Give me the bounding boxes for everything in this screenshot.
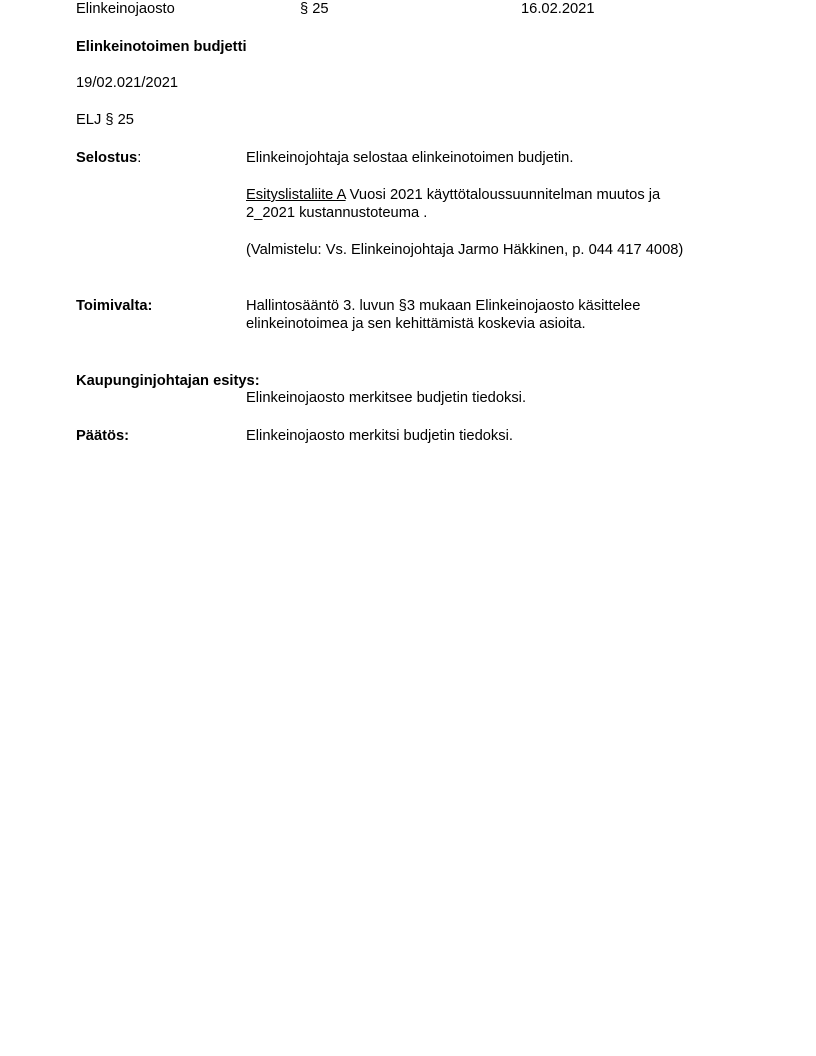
header-committee: Elinkeinojaosto <box>76 1 175 17</box>
esitys-text: Elinkeinojaosto merkitsee budjetin tiedoksi. <box>246 390 527 406</box>
short-reference: ELJ § 25 <box>76 112 134 128</box>
header-section: § 25 <box>300 1 329 17</box>
toimivalta-line1: Hallintosääntö 3. luvun §3 mukaan Elinkeinojaosto käsittelee <box>246 298 641 314</box>
paatos-text: Elinkeinojaosto merkitsi budjetin tiedoksi. <box>246 428 513 444</box>
selostus-label-text: Selostus <box>76 150 138 166</box>
paatos-label: Päätös: <box>76 428 130 444</box>
esitys-label: Kaupunginjohtajan esitys: <box>76 373 260 389</box>
attachment-line <box>246 186 660 204</box>
attachment-description-line2: 2_2021 kustannustoteuma . <box>246 205 428 221</box>
selostus-paragraph: Elinkeinojohtaja selostaa elinkeinotoimen budjetin. <box>246 150 574 166</box>
attachment-description: Vuosi 2021 käyttötaloussuunnitelman muutos ja <box>345 187 661 203</box>
page-title: Elinkeinotoimen budjetti <box>76 39 247 55</box>
attachment-link[interactable]: Esityslistaliite A <box>246 187 346 203</box>
selostus-label <box>76 149 141 167</box>
header-date: 16.02.2021 <box>521 1 595 17</box>
selostus-label-colon: : <box>137 150 142 166</box>
reference-number: 19/02.021/2021 <box>76 75 179 91</box>
toimivalta-label: Toimivalta: <box>76 298 153 314</box>
preparer-note: (Valmistelu: Vs. Elinkeinojohtaja Jarmo Häkkinen, p. 044 417 4008) <box>246 242 684 258</box>
toimivalta-line2: elinkeinotoimea ja sen kehittämistä koskevia asioita. <box>246 316 586 332</box>
